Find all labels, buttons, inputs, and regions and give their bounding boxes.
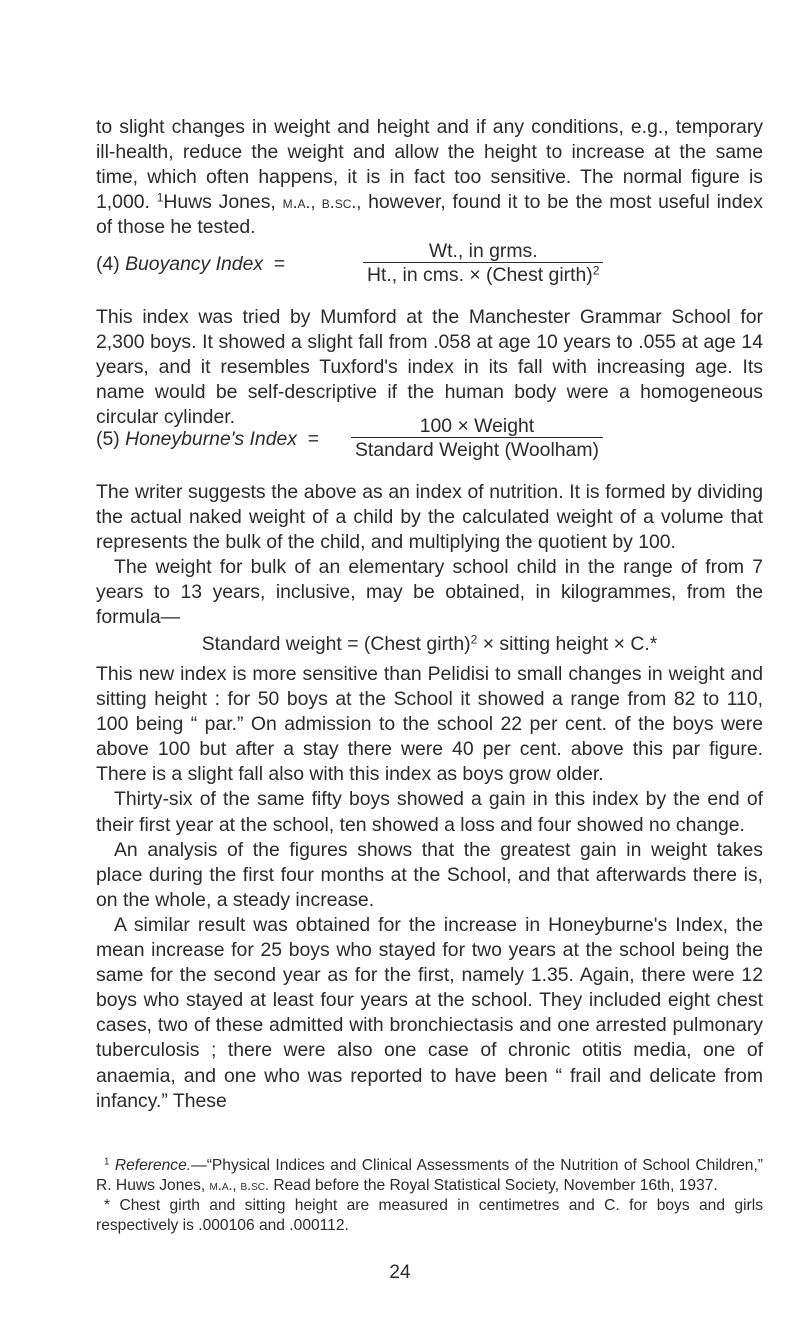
standard-formula-start: Standard weight = (Chest girth) — [201, 633, 471, 655]
paragraph-7-text: An analysis of the figures shows that the greatest gain in weight takes place during the first four months at the School, and that afterwards there is, on the whole, a steady increase. — [96, 838, 763, 911]
footnote-1-label: Reference. — [114, 1157, 192, 1174]
page-number: 24 — [389, 1262, 411, 1283]
formula-5-denominator: Standard Weight (Woolham) — [355, 439, 599, 461]
formula-4-denominator: Ht., in cms. × (Chest girth) — [367, 264, 593, 286]
formula-4-numerator: Wt., in grms. — [428, 240, 538, 262]
formula-5-label: (5) — [96, 428, 120, 450]
formula-4-fraction — [363, 240, 603, 287]
formula-5-equals: = — [307, 428, 320, 450]
paragraph-3-4 — [96, 480, 763, 631]
standard-formula-exponent: 2 — [470, 632, 478, 647]
paragraph-1-end: however, found it to be the most useful index of those he tested. — [96, 191, 763, 239]
author-degrees: m.a., b.sc., — [282, 192, 362, 213]
footnote-2: * Chest girth and sitting height are measured in centimetres and C. for boys and girls respectively is .000106 and .000112. — [96, 1197, 763, 1234]
footnote-1-degrees: m.a., b.sc. — [209, 1177, 270, 1194]
footnote-1-mark: 1 — [104, 1156, 110, 1168]
paragraph-1 — [96, 115, 763, 240]
formula-5-fraction — [351, 415, 603, 462]
paragraph-6-text: Thirty-six of the same fifty boys showed a gain in this index by the end of their first year at the school, ten showed a loss and four showed no change. — [96, 788, 763, 836]
paragraph-5-8 — [96, 662, 763, 1114]
formula-4-exponent: 2 — [592, 263, 600, 278]
footnote-1-end: Read before the Royal Statistical Society, November 16th, 1937. — [273, 1176, 718, 1194]
formula-4-equals: = — [273, 253, 286, 275]
standard-formula-end: × sitting height × C.* — [482, 633, 658, 655]
paragraph-8-text: A similar result was obtained for the increase in Honeyburne's Index, the mean increase for 25 boys who stayed for two years at the school being the same for the second year as for the first, namely 1.35. Again, there were 12 boys who stayed at least four years at the school. They included eight chest cases, two of these admitted with bronchiectasis and one arrested pulmonary tuberculosis ; there were also one case of chronic otitis media, one of anaemia, and one who was reported to have been “ frail and delicate from infancy.” These — [96, 913, 763, 1112]
footnote-1-text: —“Physical Indices and Clinical Assessments of the Nutrition of School Children,” R. Huws Jones, — [96, 1157, 763, 1194]
formula-4-label: (4) — [96, 253, 120, 275]
paragraph-5-text: This new index is more sensitive than Pelidisi to small changes in weight and sitting height : for 50 boys at the School it showed a range from 82 to 110, 100 being “ par.” On admission to the school 22 per cent. of the boys were above 100 but after a stay there were 40 per cent. above this par figure. There is a slight fall also with this index as boys grow older. — [96, 663, 763, 786]
paragraph-2 — [96, 305, 763, 430]
standard-weight-formula — [96, 632, 763, 657]
formula-5-numerator: 100 × Weight — [419, 415, 535, 437]
paragraph-1-text: to slight changes in weight and height and if any conditions, e.g., temporary ill-health, reduce the weight and allow the height to increase at the same time, which often happens, it is in fact too sensitive. The normal figure is 1,000. — [96, 116, 763, 214]
reference-mark: 1 — [156, 190, 164, 205]
paragraph-4-text: The weight for bulk of an elementary school child in the range of from 7 years to 13 years, inclusive, may be obtained, in kilogrammes, from the formula— — [96, 556, 763, 629]
formula-4-name: Buoyancy Index — [125, 253, 264, 275]
buoyancy-index-formula — [96, 240, 763, 292]
formula-5-name: Honeyburne's Index — [125, 428, 297, 450]
footnote-1 — [96, 1156, 763, 1196]
honeyburne-index-formula — [96, 415, 763, 467]
paragraph-3-text: The writer suggests the above as an index of nutrition. It is formed by dividing the actual naked weight of a child by the calculated weight of a volume that represents the bulk of the child, and multiplying the quotient by 100. — [96, 481, 763, 554]
author-name: Huws Jones, — [163, 191, 276, 214]
paragraph-2-text: This index was tried by Mumford at the Manchester Grammar School for 2,300 boys. It showed a slight fall from .058 at age 10 years to .055 at age 14 years, and it resembles Tuxford's index in its fall with increasing age. Its name would be self-descriptive if the human body were a homogeneous circular cylinder. — [96, 306, 763, 429]
footnotes — [96, 1156, 763, 1235]
